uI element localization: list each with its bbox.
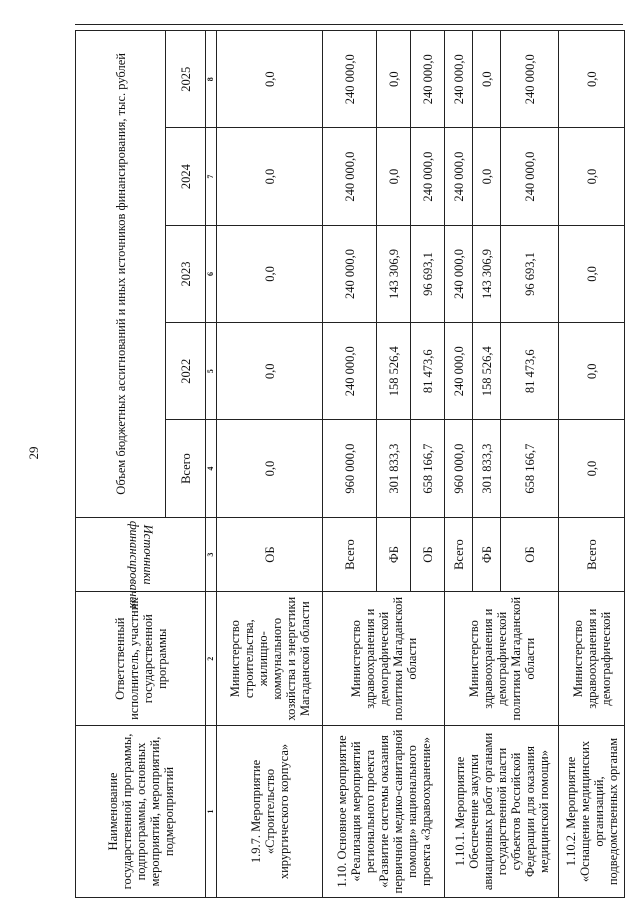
header-2025: 2025 [166, 31, 206, 128]
cell-2025: 0,0 [559, 31, 625, 128]
cell-2022: 81 473,6 [411, 323, 445, 420]
cell-2025: 240 000,0 [445, 31, 473, 128]
cell-2023: 240 000,0 [323, 225, 377, 322]
header-row-1 [76, 31, 166, 898]
cell-2023: 96 693,1 [411, 225, 445, 322]
row-name: 1.9.7. Мероприятие «Строительство хирургического корпуса» [217, 725, 323, 897]
header-col-source: Источники финансирования [76, 517, 206, 592]
cell-total: 658 166,7 [411, 420, 445, 517]
row-source: ОБ [501, 517, 559, 592]
cell-2025: 240 000,0 [411, 31, 445, 128]
cell-2023: 143 306,9 [473, 225, 501, 322]
col-number: 6 [206, 225, 217, 322]
cell-2023: 96 693,1 [501, 225, 559, 322]
top-rule [75, 24, 623, 25]
cell-total: 658 166,7 [501, 420, 559, 517]
col-number: 8 [206, 31, 217, 128]
cell-2022: 158 526,4 [377, 323, 411, 420]
row-executor: Министерство здравоохранения и демографической политики Магаданской области [445, 592, 559, 726]
header-total: Всего [166, 420, 206, 517]
cell-2024: 0,0 [217, 128, 323, 225]
row-name: 1.10.1. Мероприятие Обеспечение закупки авиационных работ органами государственной власти субъектов Российской Федерации для оказания медицинской помощи» [445, 725, 559, 897]
cell-total: 960 000,0 [445, 420, 473, 517]
row-executor: Министерство строительства, жилищно-коммунального хозяйства и энергетики Магаданской области [217, 592, 323, 726]
cell-2022: 240 000,0 [445, 323, 473, 420]
cell-2023: 0,0 [217, 225, 323, 322]
col-number: 5 [206, 323, 217, 420]
rotated-table-sheet [75, 30, 623, 898]
cell-2024: 0,0 [377, 128, 411, 225]
cell-2024: 0,0 [473, 128, 501, 225]
row-name: 1.10.2. Мероприятие «Оснащение медицинских организаций, подведомственных органам [559, 725, 625, 897]
cell-2024: 240 000,0 [501, 128, 559, 225]
cell-2023: 0,0 [559, 225, 625, 322]
col-number: 7 [206, 128, 217, 225]
row-source: Всего [323, 517, 377, 592]
cell-2024: 0,0 [559, 128, 625, 225]
cell-2025: 0,0 [217, 31, 323, 128]
cell-2024: 240 000,0 [445, 128, 473, 225]
header-2023: 2023 [166, 225, 206, 322]
table-row [559, 31, 625, 898]
cell-2022: 158 526,4 [473, 323, 501, 420]
row-source: Всего [559, 517, 625, 592]
col-number: 3 [206, 517, 217, 592]
row-source: ОБ [217, 517, 323, 592]
cell-total: 960 000,0 [323, 420, 377, 517]
cell-total: 301 833,3 [473, 420, 501, 517]
row-source: ОБ [411, 517, 445, 592]
page-number: 29 [26, 446, 41, 460]
row-source: ФБ [473, 517, 501, 592]
cell-2024: 240 000,0 [411, 128, 445, 225]
table-row [445, 31, 473, 898]
cell-2025: 0,0 [377, 31, 411, 128]
col-number: 2 [206, 592, 217, 726]
table-row [217, 31, 323, 898]
cell-2022: 81 473,6 [501, 323, 559, 420]
header-2024: 2024 [166, 128, 206, 225]
header-funding-group: Объем бюджетных ассигнований и иных источников финансирования, тыс. рублей [76, 31, 166, 518]
header-2022: 2022 [166, 323, 206, 420]
cell-total: 0,0 [559, 420, 625, 517]
column-number-row [206, 31, 217, 898]
cell-2023: 240 000,0 [445, 225, 473, 322]
cell-2022: 240 000,0 [323, 323, 377, 420]
row-executor: Министерство здравоохранения и демографической [559, 592, 625, 726]
row-source: Всего [445, 517, 473, 592]
table-row [323, 31, 377, 898]
header-col-executor: Ответственный исполнитель, участник государственной программы [76, 592, 206, 726]
cell-2023: 143 306,9 [377, 225, 411, 322]
cell-total: 301 833,3 [377, 420, 411, 517]
row-name: 1.10. Основное мероприятие «Реализация мероприятий регионального проекта «Развитие системы оказания первичной медико-санитарной помощи» национального проекта «Здравоохранение» [323, 725, 445, 897]
cell-total: 0,0 [217, 420, 323, 517]
header-col-name: Наименование государственной программы, подпрограммы, основных мероприятий, мероприятий, подмероприятий [76, 725, 206, 897]
row-source: ФБ [377, 517, 411, 592]
col-number: 4 [206, 420, 217, 517]
cell-2022: 0,0 [559, 323, 625, 420]
col-number: 1 [206, 725, 217, 897]
table-rotation-frame [75, 30, 623, 898]
cell-2025: 0,0 [473, 31, 501, 128]
cell-2022: 0,0 [217, 323, 323, 420]
cell-2024: 240 000,0 [323, 128, 377, 225]
row-executor: Министерство здравоохранения и демографической политики Магаданской области [323, 592, 445, 726]
cell-2025: 240 000,0 [323, 31, 377, 128]
budget-table [75, 30, 625, 898]
cell-2025: 240 000,0 [501, 31, 559, 128]
